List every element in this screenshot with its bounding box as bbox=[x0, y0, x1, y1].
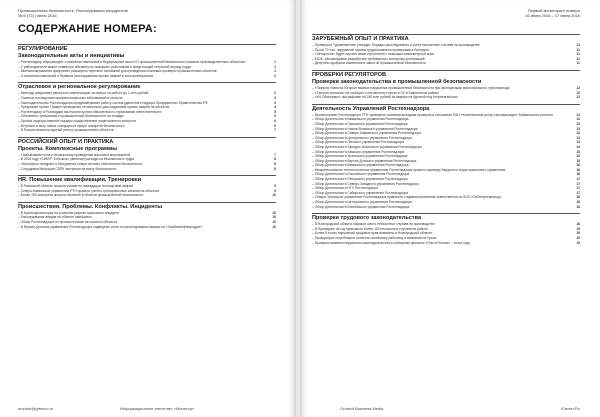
toc-entry[interactable] bbox=[312, 95, 580, 100]
toc-entry-page: 10 bbox=[272, 193, 276, 198]
right-page-header bbox=[525, 8, 580, 18]
toc-entry[interactable] bbox=[18, 74, 276, 79]
toc-entry-page: 4 bbox=[274, 105, 276, 110]
toc-entry-page: 12 bbox=[576, 85, 580, 90]
toc-entry-title: – Межрегиональное технологическое управление Ростехнадзора провело проверку Амурского территориального управления bbox=[312, 167, 506, 172]
toc-entry-title: – Обзор Деятельности Западно-Уральского управления Ростехнадзора bbox=[312, 144, 422, 149]
toc-entry-page: 13 bbox=[576, 126, 580, 131]
toc-entry-title: – Северо-Уральское управление Ростехнадзора привлекло к административной ответственности ООО «Сибнефтепровод» bbox=[312, 195, 502, 200]
toc-entry-page: 8 bbox=[274, 157, 276, 162]
toc-entry-page: 11 bbox=[576, 52, 580, 57]
toc-entry-page: 13 bbox=[576, 131, 580, 136]
toc-entry-page: 19 bbox=[576, 240, 580, 245]
left-page-header bbox=[18, 8, 128, 18]
section-heading: РЕГУЛИРОВАНИЕ bbox=[18, 46, 68, 52]
section-subheading: Законодательные акты и инициативы bbox=[18, 53, 125, 59]
toc-entry[interactable] bbox=[18, 225, 276, 230]
toc-entry-title: – В России появится единый реестр промышленных объектов bbox=[18, 128, 114, 133]
toc-entry-page: 14 bbox=[576, 140, 580, 145]
toc-entry-page: 19 bbox=[576, 226, 580, 231]
toc-section bbox=[312, 70, 580, 100]
toc-entry-title: – О внесении изменений в Правила расследования причин аварий в электроэнергетике bbox=[18, 73, 154, 78]
toc-entry-page: 8 bbox=[274, 161, 276, 166]
toc-entry-title: – Расследование аварии на объекте завершено bbox=[18, 215, 92, 220]
toc-section bbox=[18, 202, 276, 229]
toc-entry-title: – Северо-Кавказское управление РТН провело учебно-тренировочные занятия на объектах bbox=[18, 188, 160, 193]
toc-entry-page: 15 bbox=[576, 154, 580, 159]
toc-entry-title: – В Верхне-Донском управлении Ростехнадзора подведены итоги по расследованию аварии на «Тамбовнефтепродукт» bbox=[18, 224, 203, 229]
toc-entry-page: 3 bbox=[274, 100, 276, 105]
toc-entry-title: – «ИЧ Ойлсервис» оштрафован на 240 млн рублей за аварию на буровой под Нефтеюганском bbox=[312, 95, 458, 100]
toc-entry-page: 15 bbox=[576, 158, 580, 163]
section-subheading: HR. Повышение квалификации. Тренировки bbox=[18, 177, 142, 184]
toc-section bbox=[312, 213, 580, 245]
toc-entry-page: 6 bbox=[274, 123, 276, 128]
toc-entry-page: 19 bbox=[576, 231, 580, 236]
toc-entry-page: 17 bbox=[576, 186, 580, 191]
toc-entry-title: – Тяжелые последствия профессиональных заболеваний в отрасли bbox=[18, 95, 123, 100]
toc-entry[interactable] bbox=[312, 205, 580, 210]
toc-entry-page: 11 bbox=[576, 56, 580, 61]
toc-entry-title: – Тамбовчанам готов к безопасному проведению массовых мероприятий bbox=[18, 152, 131, 157]
toc-entry-title: – Депутаты одобрили изменения в закон об промышленной безопасности bbox=[312, 61, 426, 66]
section-heading: РОССИЙСКИЙ ОПЫТ И ПРАКТИКА bbox=[18, 138, 114, 145]
left-footer-agency: Информационное агентство «Монитор» bbox=[120, 406, 195, 411]
section-heading: ПРОВЕРКИ РЕГУЛЯТОРОВ bbox=[312, 71, 387, 78]
toc-entry-title: – Обзор Деятельности Енисейского управления Ростехнадзора bbox=[312, 204, 410, 209]
toc-entry-title: – Ростехнадзор информирует о внесении изменений в Федеральный закон «О промышленной безопасности опасных производственных объектов» bbox=[18, 60, 246, 64]
toc-entry-title: – Обзор Деятельности Центрального управления Ростехнадзора bbox=[312, 135, 412, 140]
toc-section bbox=[312, 34, 580, 66]
toc-entry-title: – Минэкономразвития предлагает расширить перечень оснований для проведения плановых проверок промышленных объектов bbox=[18, 69, 217, 74]
toc-entry-page: 5 bbox=[274, 109, 276, 114]
toc-entry-page: 10 bbox=[272, 210, 276, 215]
toc-entry-page: 9 bbox=[274, 184, 276, 189]
right-footer-site[interactable]: iCenter.Ru bbox=[561, 406, 580, 411]
toc-entry-page: 17 bbox=[576, 181, 580, 186]
toc-entry-page: 18 bbox=[576, 195, 580, 200]
toc-entry-title: – Проверки выявили нарушения законодательства в сибирском филиале «Почта России» – итоги года bbox=[312, 240, 470, 245]
toc-entry-page: 11 bbox=[576, 47, 580, 52]
toc-entry-page: 18 bbox=[576, 222, 580, 227]
toc-entry-title: – Обзор Деятельности Енисейского управления Ростехнадзора bbox=[312, 172, 410, 177]
section-subheading: Проверки законодательства в промышленной безопасности bbox=[312, 78, 482, 85]
toc-entry-page: 11 bbox=[576, 43, 580, 47]
toc-entry-title: – Обзор Деятельности Северо-Кавказского управления Ростехнадзора bbox=[312, 131, 421, 136]
toc-entry-page: 15 bbox=[576, 149, 580, 154]
toc-entry-title: – Предложен проект Правил проведения технического расследования причин аварий на объектах bbox=[18, 105, 170, 110]
toc-entry-page: 12 bbox=[576, 112, 580, 117]
toc-entry-page: 18 bbox=[576, 204, 580, 209]
toc-entry-page: 10 bbox=[272, 215, 276, 220]
monitoring-label: Первый мониторинг номера bbox=[527, 8, 580, 13]
toc-entry-page: 9 bbox=[274, 188, 276, 193]
toc-entry[interactable] bbox=[312, 241, 580, 246]
toc-entry-title: – Обзор Ростехнадзора по происшествиям на опасных объектах bbox=[18, 220, 118, 225]
section-subheading: Происшествия. Проблемы. Конфликты. Инциденты bbox=[18, 203, 163, 210]
left-page bbox=[0, 0, 296, 417]
section-subheading: Проверки трудового законодательства bbox=[312, 215, 422, 222]
toc-section bbox=[18, 137, 276, 171]
toc-entry-page: 16 bbox=[576, 163, 580, 168]
toc-entry-page: 7 bbox=[274, 128, 276, 133]
toc-entry-title: – «Газпром трансгаз Югорск» выявил нарушения промышленной безопасности при эксплуатации магистрального трубопровода bbox=[312, 85, 510, 90]
toc-entry-title: – Сотрудники Миграции СЛПК заступили на вахту безопасности bbox=[18, 166, 117, 171]
toc-entry-page: 19 bbox=[576, 236, 580, 240]
toc-entry-page: 13 bbox=[576, 117, 580, 122]
toc-entry-title: – Минтруд предлагает увеличить компенсацию за смерть на работе до 2 млн рублей bbox=[18, 91, 149, 96]
toc-entry-title: – Обзор Деятельности Северо-Западного управления Ростехнадзора bbox=[312, 181, 419, 186]
toc-entry-title: – Законодательство Ростехнадзора предусматривает работу систем удаленного надзора Предприятиях Правительства РФ bbox=[18, 100, 208, 105]
toc-entry-title: – Обновлены требования к промышленной безопасности на складах bbox=[18, 114, 124, 119]
left-footer-email[interactable]: monitor@grtexcn.ru bbox=[18, 406, 54, 411]
toc-entry-page: 13 bbox=[576, 121, 580, 126]
toc-entry-title: – Обзор Деятельности Уральского управления Ростехнадзора bbox=[312, 154, 408, 159]
toc-entry-title: – ЕАЭС рекомендовал разработать требования к экспертам организаций bbox=[312, 56, 425, 61]
issue-number: № 6 (72) | июнь 2016 bbox=[18, 13, 57, 18]
toc-entry-page: 1 bbox=[274, 60, 276, 64]
toc-entry-page: 3 bbox=[274, 95, 276, 100]
toc-entry-title: – Более 150 экспертов прошли обучение в области промышленной безопасности bbox=[18, 193, 144, 198]
toc-entry-page: 12 bbox=[576, 95, 580, 100]
toc-entry-title: – Вступили в силу новые стандарты в сфере пожарной безопасности bbox=[18, 123, 125, 128]
toc-entry-page: 17 bbox=[576, 177, 580, 182]
toc-entry[interactable] bbox=[18, 128, 276, 133]
toc-entry-title: – Более 5 тысяч нарушений трудовых прав выявлено в Новгородской области bbox=[312, 231, 433, 236]
toc-entry-title: – Органы надзора изменят порядок осуществления лицензионного контроля bbox=[18, 118, 136, 123]
toc-entry-page: 18 bbox=[576, 200, 580, 205]
toc-entry-page: 10 bbox=[272, 220, 276, 225]
toc-entry-page: 14 bbox=[576, 135, 580, 140]
toc-entry[interactable] bbox=[312, 61, 580, 66]
toc-entry-title: – Ростехнадзор и Росгвардия выступили против обязательного страхования ответственности bbox=[18, 109, 162, 114]
date-range: 16 июня 2016 – 17 июня 2016 bbox=[525, 13, 580, 18]
toc-entry-page: 1 bbox=[274, 69, 276, 74]
toc-entry-title: – У работодателей может появиться обязанность повышать работникам в предстоящий отпускной период труда bbox=[18, 64, 191, 69]
toc-entry-page: 14 bbox=[576, 144, 580, 149]
toc-entry-title: – В 2015 году «СИБУР Тобольск» увеличил расходы на безопасность труда bbox=[18, 157, 135, 162]
toc-entry-title: – Обзор Деятельности Ленского управления Ростехнадзора bbox=[312, 140, 404, 145]
toc-entry-page: 2 bbox=[274, 73, 276, 78]
section-subheading: Проекты. Комплексные программы bbox=[18, 145, 118, 152]
toc-entry-page: 16 bbox=[576, 172, 580, 177]
toc-entry-page: 2 bbox=[274, 91, 276, 96]
toc-entry-title: – В Рязанской области прошли учения по ликвидации последствий аварий bbox=[18, 184, 134, 189]
toc-entry-title: – Обзор Деятельности Печорского управления Ростехнадзора bbox=[312, 177, 408, 182]
toc-entry-title: – «Тангран трансгаз» не сообщил о несчастном случае в ЧС в Бавленском районе bbox=[312, 90, 440, 95]
toc-section bbox=[312, 104, 580, 209]
toc-entry-page: 5 bbox=[274, 114, 276, 119]
toc-section bbox=[18, 44, 276, 78]
toc-entry-page: 1 bbox=[274, 64, 276, 69]
toc-section bbox=[18, 175, 276, 198]
left-toc-column bbox=[18, 44, 276, 229]
toc-entry-title: – «Четыреста» будет изучать связи строителей с помощью компьютерной игры bbox=[312, 52, 434, 57]
toc-entry-title: – Обзор Деятельности Приокского управления Ростехнадзора bbox=[312, 121, 408, 126]
toc-entry-page: 10 bbox=[272, 224, 276, 229]
toc-entry-title: – Обзор Деятельности Камского управления Ростехнадзора bbox=[312, 149, 405, 154]
toc-entry-page: 8 bbox=[274, 166, 276, 171]
right-page bbox=[300, 0, 600, 417]
section-subheading: Деятельность Управлений Ростехнадзора bbox=[312, 105, 430, 112]
toc-entry-page: 16 bbox=[576, 167, 580, 172]
toc-entry-title: – В Приамурье за год произошло более 100 несчастных случаев на работе bbox=[312, 226, 428, 231]
right-toc-column bbox=[312, 34, 580, 245]
toc-entry-title: – Обзор Деятельности Нижне-Волжского управления Ростехнадзора bbox=[312, 126, 418, 131]
toc-entry-page: 6 bbox=[274, 118, 276, 123]
toc-entry[interactable] bbox=[18, 193, 276, 198]
toc-entry-page: 11 bbox=[576, 61, 580, 66]
toc-entry-title: – Проверки в Туркменистане утвердит Порядок расследования и учёта несчастных случаев на производстве bbox=[312, 43, 480, 47]
toc-entry-title: – Прокуратура потребовала оплатить погибшему рабочему в компании на Урале bbox=[312, 236, 437, 240]
toc-entry-title: – Обзор Деятельности Сибирского управления Ростехнадзора bbox=[312, 190, 408, 195]
toc-title: СОДЕРЖАНИЕ НОМЕРА: bbox=[18, 23, 157, 35]
section-heading: ЗАРУБЕЖНЫЙ ОПЫТ И ПРАКТИКА bbox=[312, 36, 409, 42]
toc-entry-title: – Обзор Деятельности Центрального управления Ростехнадзора bbox=[312, 200, 412, 205]
publication-title: Промышленная безопасность. Расследования инцидентов bbox=[18, 8, 128, 13]
section-subheading: Отраслевое и региональное регулирование bbox=[18, 84, 141, 91]
toc-entry[interactable] bbox=[18, 167, 276, 172]
toc-entry-title: – «Кальчеры» внедряет в Мичуринске новую систему обеспечения безопасности bbox=[18, 161, 143, 166]
toc-entry-title: – Обзор Деятельности Кавказского управления Ростехнадзора bbox=[312, 117, 409, 122]
toc-entry-title: – В Красноярском крае на угольном разрезе произошел инцидент bbox=[18, 210, 120, 215]
toc-entry-page: 17 bbox=[576, 190, 580, 195]
toc-entry-title: – Почти 70 тыс. нарушений охраны труда выявлено проверками в Беларуси bbox=[312, 47, 429, 52]
toc-entry-title: – Обзор Деятельности Кавказского управления Ростехнадзора bbox=[312, 163, 409, 168]
right-footer-publisher: Grotexit Business Media bbox=[340, 406, 384, 411]
toc-entry-title: – В Новгородской области закрыли шесть несчастных случаев на производстве bbox=[312, 222, 435, 227]
toc-section bbox=[18, 82, 276, 132]
toc-entry-page: 7 bbox=[274, 152, 276, 157]
toc-entry-title: – Инспекторами Ростехнадзора РТН проведена плановая выездная проверка в отношении ПАО «Комплексный центр сертификации» Байкальского региона bbox=[312, 112, 553, 117]
toc-entry-page: 12 bbox=[576, 90, 580, 95]
toc-entry-title: – Обзор Деятельности Верхне-Донского управления Ростехнадзора bbox=[312, 158, 417, 163]
toc-entry-title: – Обзор Деятельности НТУ Ростехнадзора bbox=[312, 186, 378, 191]
